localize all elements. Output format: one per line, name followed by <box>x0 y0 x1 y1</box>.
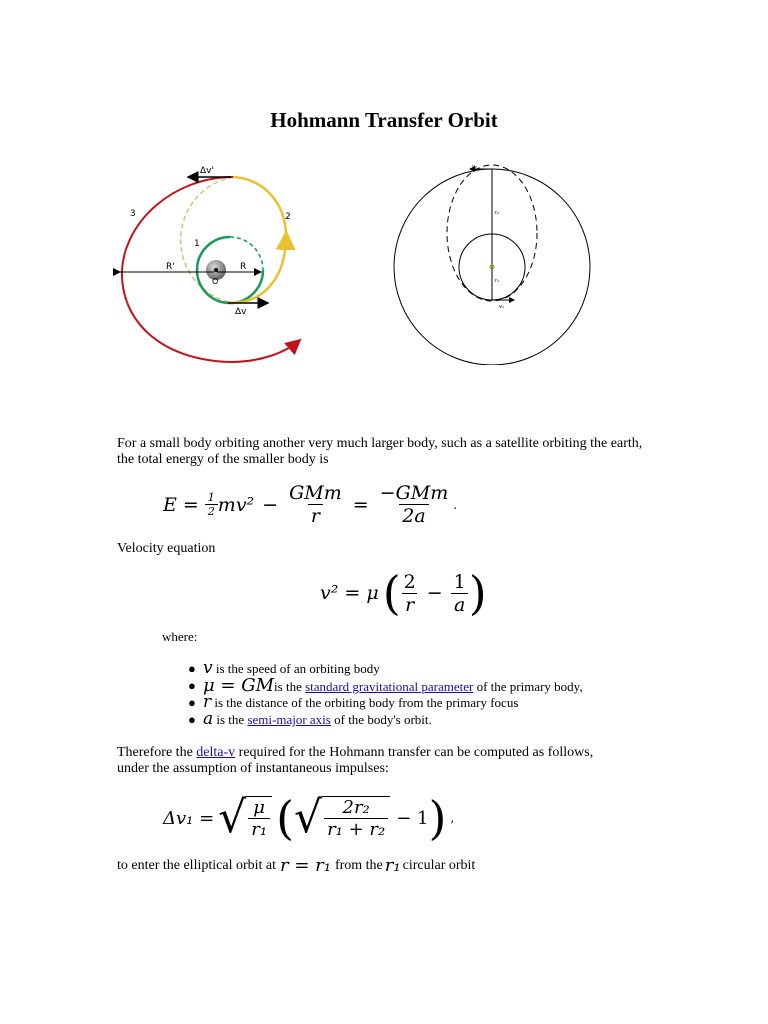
definition-list <box>188 658 583 729</box>
delta-v-paragraph: Therefore the delta-v required for the Hohmann transfer can be computed as follows, under the assumption of instantaneous impulses: <box>117 745 594 776</box>
list-item: ● v is the speed of an orbiting body <box>188 658 380 678</box>
half-numerator: 1 <box>207 491 215 504</box>
label-2: 2 <box>285 212 291 222</box>
label-mid: r₂ <box>495 210 500 216</box>
where-label: where: <box>162 629 198 644</box>
page-title: Hohmann Transfer Orbit <box>270 108 498 132</box>
velocity-lhs: v² = μ <box>320 582 379 604</box>
closing-line: to enter the elliptical orbit at r = r₁ from the r₁ circular orbit <box>117 855 476 876</box>
label-3: 3 <box>130 209 136 219</box>
transfer-dashed-half <box>181 177 233 302</box>
velocity-equation: v² = μ ( $\frac{2}{r}$ − $\frac{1}{a}$ ) <box>320 566 487 620</box>
energy-lhs: E <box>163 493 177 516</box>
energy-equation: E = $\frac{1}{2}$ mv² − $\frac{\text{GMm}}{r}$ = $\frac{\text{−GMm}}{2a}$ . <box>163 482 458 527</box>
delta-v-lhs: Δv₁ = <box>163 807 215 829</box>
kinetic-term: mv² <box>217 493 255 516</box>
label-r: R <box>240 262 247 272</box>
standard-gravitational-parameter-link[interactable]: standard gravitational parameter <box>305 679 474 694</box>
label-r-prime: R' <box>166 262 175 272</box>
list-item: ● μ = GMis the standard gravitational parameter of the primary body, <box>188 675 583 696</box>
semi-major-axis-link[interactable]: semi-major axis <box>247 712 331 727</box>
total-denominator: 2a <box>399 504 428 527</box>
label-delta-v: Δv <box>235 307 247 317</box>
hohmann-diagram <box>110 160 325 370</box>
half-denominator: 2 <box>205 504 218 518</box>
intro-paragraph: For a small body orbiting another very much larger body, such as a satellite orbiting the earth, the total energy of the smaller body is <box>117 436 643 467</box>
delta-v-equation: Δv₁ = √ $\frac{\mu}{\text{r₁}}$ ( √ $\frac{\text{2r₂}}{\text{r₁ + r₂}}$ − 1 ) , <box>163 791 455 845</box>
label-top: v₂ <box>472 164 477 170</box>
label-delta-v-prime: Δv' <box>200 166 214 176</box>
label-bottom: v₁ <box>499 304 504 310</box>
label-1: 1 <box>194 239 200 249</box>
transfer-orbit-upper <box>233 177 286 242</box>
velocity-label: Velocity equation <box>117 541 216 556</box>
label-o: O <box>212 277 219 286</box>
list-item: ● a is the semi-major axis of the body's orbit. <box>188 709 432 729</box>
potential-numerator: GMm <box>289 482 342 504</box>
potential-denominator: r <box>308 504 323 527</box>
list-item: ● r is the distance of the orbiting body from the primary focus <box>188 692 519 712</box>
orbit-geometry-diagram <box>392 160 592 365</box>
label-r1: r₁ <box>495 278 500 284</box>
total-numerator: −GMm <box>379 482 449 504</box>
delta-v-link[interactable]: delta-v <box>196 745 236 760</box>
